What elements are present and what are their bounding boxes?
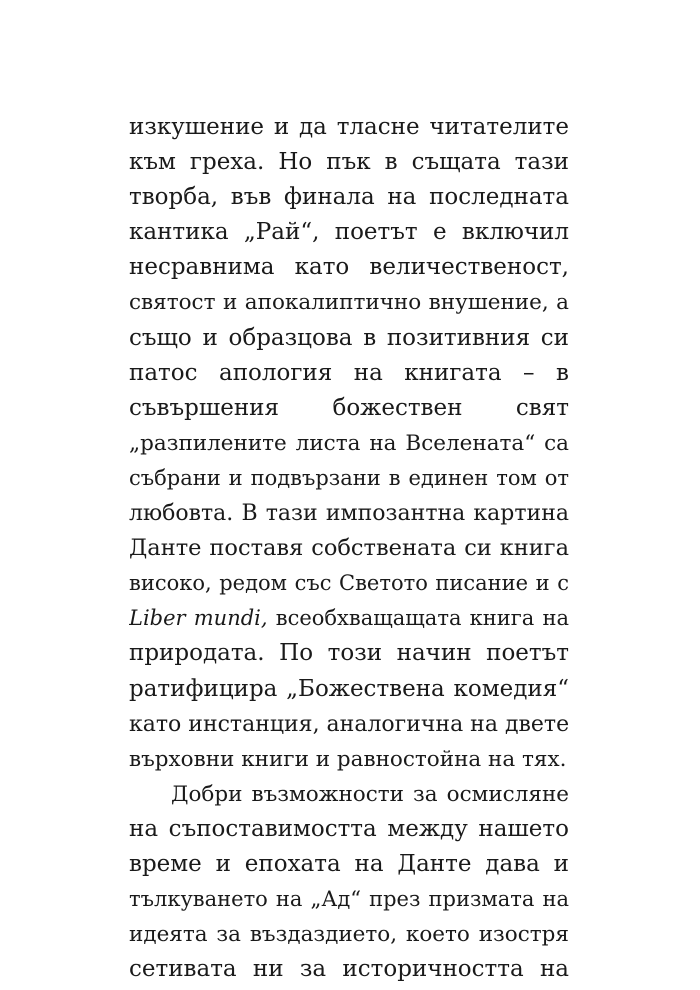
paragraph-last-line: върховни книги и равностойна на тях. bbox=[129, 746, 567, 772]
text-line: патос апология на книгата – в bbox=[129, 359, 569, 386]
text-line: съвършения божествен свят bbox=[129, 394, 569, 421]
text-line: събрани и подвързани в единен том от bbox=[129, 465, 569, 490]
text-line: святост и апокалиптично внушение, а bbox=[129, 290, 569, 316]
text-line: също и образцова в позитивния си bbox=[129, 324, 569, 351]
text-line: време и епохата на Данте дава и bbox=[129, 850, 569, 877]
italic-phrase: Liber mundi, bbox=[129, 606, 268, 631]
text-line: кантика „Рай“, поетът е включил bbox=[129, 219, 569, 246]
text-line: тълкуването на „Ад“ през призмата на bbox=[129, 887, 569, 912]
line-remainder: всеобхващащата книга на bbox=[275, 606, 569, 631]
text-line: изкушение и да тласне читателите bbox=[129, 114, 569, 140]
text-line: ратифицира „Божествена комедия“ bbox=[129, 675, 569, 702]
paragraph-first-line: Добри възможности за осмисляне bbox=[171, 781, 569, 807]
text-line: идеята за въздаздието, което изостря bbox=[129, 922, 569, 948]
text-line: като инстанция, аналогична на двете bbox=[129, 711, 569, 737]
text-line: към греха. Но пък в същата тази bbox=[129, 149, 569, 176]
text-line: Данте поставя собствената си книга bbox=[129, 535, 569, 562]
text-line-with-italic bbox=[129, 601, 569, 636]
text-line: на съпоставимостта между нашето bbox=[129, 815, 569, 842]
text-line: любовта. В тази импозантна картина bbox=[129, 501, 569, 527]
text-line: сетивата ни за историчността на bbox=[129, 956, 569, 983]
text-line: природата. По този начин поетът bbox=[129, 640, 569, 667]
text-line: несравнима като величественост, bbox=[129, 254, 569, 281]
text-line: „разпилените листа на Вселената“ са bbox=[129, 430, 569, 456]
text-line: високо, редом със Светото писание и с bbox=[129, 571, 569, 596]
text-line: творба, във финала на последната bbox=[129, 184, 569, 211]
body-text bbox=[129, 110, 569, 987]
